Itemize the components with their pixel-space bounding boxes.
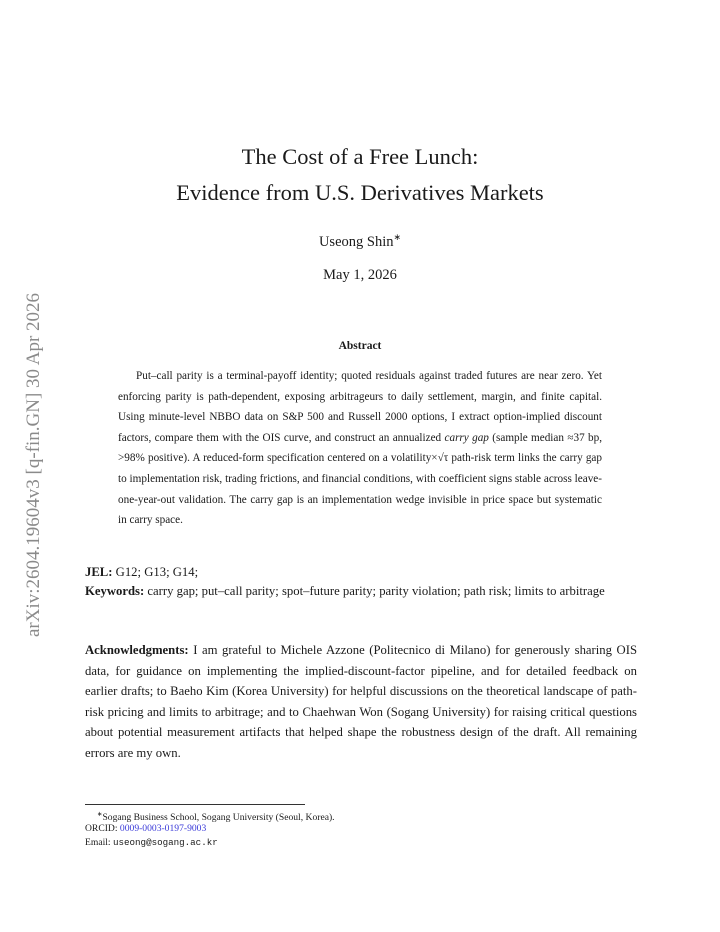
keywords (85, 582, 637, 602)
author-name: Useong Shin (318, 233, 394, 250)
orcid-link[interactable]: 0009-0003-0197-9003 (119, 823, 207, 834)
abstract-text-part-2: (sample median ≈37 bp, >98% positive). A reduced-form specification centered on a volatility×√τ path-risk term links the carry gap to implementation risk, trading frictions, and financial conditions, with coefficient signs stable across leave-one-year-out validation. The carry gap is an implementation wedge invisible in price space but systematic in carry space. (118, 431, 603, 527)
footnote-mark: ∗ (97, 811, 103, 818)
author-line (0, 232, 720, 251)
author-footnote-mark[interactable]: ∗ (393, 232, 402, 242)
arxiv-identifier: arXiv:2604.19604v3 [q-fin.GN] 30 Apr 2026 (23, 292, 44, 638)
keywords-text: carry gap; put–call parity; spot–future parity; parity violation; path risk; limits to arbitrage (144, 584, 605, 598)
orcid-label: ORCID: (85, 823, 120, 834)
jel-label: JEL: (85, 565, 113, 579)
keywords-label: Keywords: (85, 584, 145, 598)
jel-text: G12; G13; G14; (112, 565, 199, 579)
jel-codes (85, 563, 637, 583)
abstract-text-part-1: Put–call parity is a terminal-payoff identity; quoted residuals against traded futures are near zero. Yet enforcing parity is path-dependent, exposing arbitrageurs to daily settlement, margin, and finite capital. Using minute-level NBBO data on S&P 500 and Russell 2000 options, I extract option-implied discount factors, compare them with the OIS curve, and construct an annualized (118, 370, 602, 444)
publication-date: May 1, 2026 (323, 267, 397, 283)
paper-title-line-2: Evidence from U.S. Derivatives Markets (176, 180, 544, 205)
acknowledgments (85, 640, 637, 763)
email-address[interactable]: useong@sogang.ac.kr (112, 837, 218, 848)
email-label: Email: (85, 837, 113, 848)
abstract-heading: Abstract (338, 340, 382, 352)
acknowledgments-text: I am grateful to Michele Azzone (Politecnico di Milano) for generously sharing OIS data, for guidance on implementing the implied-discount-factor pipeline, and for detailed feedback on earlier drafts; to Baeho Kim (Korea University) for helpful discussions on the theoretical landscape of path-risk pricing and limits to arbitrage; and to Chaehwan Won (Sogang University) for raising critical questions about potential measurement artifacts that helped shape the robustness design of the draft. All remaining errors are my own. (85, 643, 637, 760)
arxiv-sidebar-stamp (22, 245, 46, 685)
footnote-email (85, 836, 218, 850)
acknowledgments-label: Acknowledgments: (85, 643, 189, 657)
footnote-divider (85, 804, 305, 805)
abstract-term-carry-gap: carry gap (444, 431, 489, 444)
footnote-orcid (85, 822, 206, 836)
paper-title-line-1: The Cost of a Free Lunch: (241, 144, 479, 169)
affiliation-text: Sogang Business School, Sogang University (Seoul, Korea). (102, 812, 335, 824)
abstract-body (118, 366, 602, 531)
